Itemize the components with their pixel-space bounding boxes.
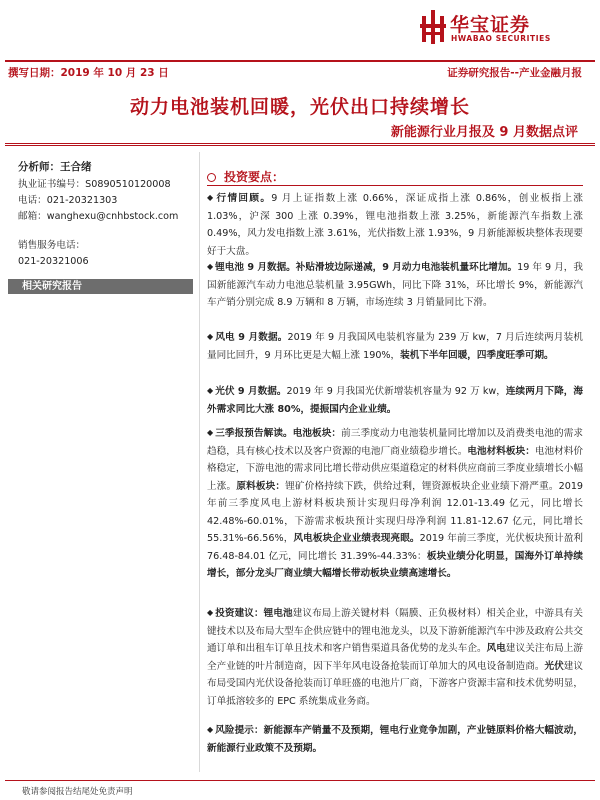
disclaimer-note: 敬请参阅报告结尾处免责声明: [22, 787, 133, 797]
para-wind: ◆ 风电 9 月数据。2019 年 9 月我国风电装机容量为 239 万 kw，7 月后连续两月装机量同比回升，9 月环比更是大幅上涨 190%，装机下半年回暖，四季度旺季可期。: [207, 332, 583, 361]
analyst-phone: 电话：021-20321303: [18, 195, 118, 206]
para-solar: ◆ 光伏 9 月数据。2019 年 9 月我国光伏新增装机容量为 92 万 kw，连续两月下降，海外需求同比大涨 80%，提振国内企业业绩。: [207, 386, 583, 415]
brand-logo: [420, 8, 595, 48]
para-risk-warning: ◆ 风险提示：新能源车产销量不及预期，锂电行业竞争加剧，产业链原料价格大幅波动，新能源行业政策不及预期。: [207, 725, 584, 754]
diamond-bullet-icon: ◆: [207, 262, 214, 271]
column-divider: [199, 152, 200, 772]
key-points-underline: [207, 185, 583, 186]
report-subtitle: 新能源行业月报及 9 月数据点评: [390, 125, 578, 140]
para-lithium: ◆ 锂电池 9 月数据。补贴滑坡边际递减，9 月动力电池装机量环比增加。19 年 9 月，我国新能源汽车动力电池总装机量 3.95GWh，同比下降 31%，环比增长 9%，新能源汽车产销分别完成 8.9 万辆和 8 万辆，市场连续 3 月销量同比下滑。: [207, 262, 583, 308]
diamond-bullet-icon: ◆: [207, 725, 214, 734]
analyst-email: 邮箱：wanghexu@cnhbstock.com: [18, 211, 179, 222]
brand-name-cn: 华宝证券: [450, 14, 531, 36]
para-q3-preview: ◆ 三季报预告解读。电池板块：前三季度动力电池装机量同比增加以及消费类电池的需求趋稳，具有核心技术以及客户资源的电池厂商业绩稳步增长。电池材料板块：电池材料价格稳定，下游电池的需求同比增长带动供应渠道稳定的材料供应商前三季度业绩增长小幅上涨。原料板块：锂矿价格持续下跌，供给过剩，锂资源板块企业业绩下滑严重。2019 年前三季度风电上游材料板块预计实现归母净利润 12.01-13.49 亿元，同比增长 42.48%-60.01%，下游需求板块预计实现归母净利润 11.81-12.67 亿元，同比增长 55.31%-66.56%，风电板块企业业绩表现亮眼。2019 年前三季度，光伏板块预计盈利 76.48-84.01 亿元，同比增长 31.39%-44.33%：板块业绩分化明显，国海外订单持续增长，部分龙头厂商业绩大幅增长带动板块业绩高速增长。: [207, 428, 584, 579]
title-divider-secondary: [5, 145, 595, 146]
sales-label: 销售服务电话：: [18, 240, 86, 251]
sales-phone: 021-20321006: [18, 256, 89, 267]
key-points-heading: [207, 168, 284, 185]
publish-date: 撰写日期：2019 年 10 月 23 日: [8, 67, 169, 79]
analyst-name: 分析师：王合绪: [18, 161, 92, 173]
diamond-bullet-icon: ◆: [207, 608, 214, 617]
circle-bullet-icon: [207, 173, 216, 182]
diamond-bullet-icon: ◆: [207, 428, 214, 437]
analyst-cert: 执业证书编号：S0890510120008: [18, 179, 171, 190]
report-type: 证券研究报告--产业金融月报: [447, 67, 582, 79]
footer-divider: [5, 780, 595, 781]
diamond-bullet-icon: ◆: [207, 193, 215, 202]
para-market-review: ◆ 行情回顾。9 月上证指数上涨 0.66%，深证成指上涨 0.86%，创业板指上涨 1.03%，沪深 300 上涨 0.39%，锂电池指数上涨 3.25%，新能源汽车指数上涨 0.49%，风力发电指数上涨 3.61%，光伏指数上涨 1.93%，9 月新能源板块整体表现要好于大盘。: [207, 193, 583, 257]
key-points-heading-text: 投资要点：: [224, 170, 285, 184]
report-title: 动力电池装机回暖，光伏出口持续增长: [129, 96, 470, 118]
para-investment-advice: ◆ 投资建议：锂电池建议布局上游关键材料（隔膜、正负极材料）相关企业，中游具有关键技术以及布局大型车企供应链中的锂电池龙头，以及下游新能源汽车中涉及政府公共交通订单和出租车订单且技术和客户销售渠道具备优势的龙头车企。风电建议关注布局上游全产业链的叶片制造商，因下半年风电设备抢装而订单加大的风电设备制造商。光伏建议布局受国内光伏设备抢装而订单旺盛的电池片厂商，下游客户资源丰富和技术优势明显，订单抵溶较多的 EPC 系统集成业务商。: [207, 608, 584, 707]
brand-name-en: HWABAO SECURITIES: [451, 34, 551, 43]
diamond-bullet-icon: ◆: [207, 332, 214, 341]
header-divider: [5, 60, 595, 62]
title-divider: [5, 143, 595, 144]
diamond-bullet-icon: ◆: [207, 386, 214, 395]
related-reports-heading: 相关研究报告: [8, 279, 193, 294]
hwabao-logo-icon: [420, 10, 446, 44]
